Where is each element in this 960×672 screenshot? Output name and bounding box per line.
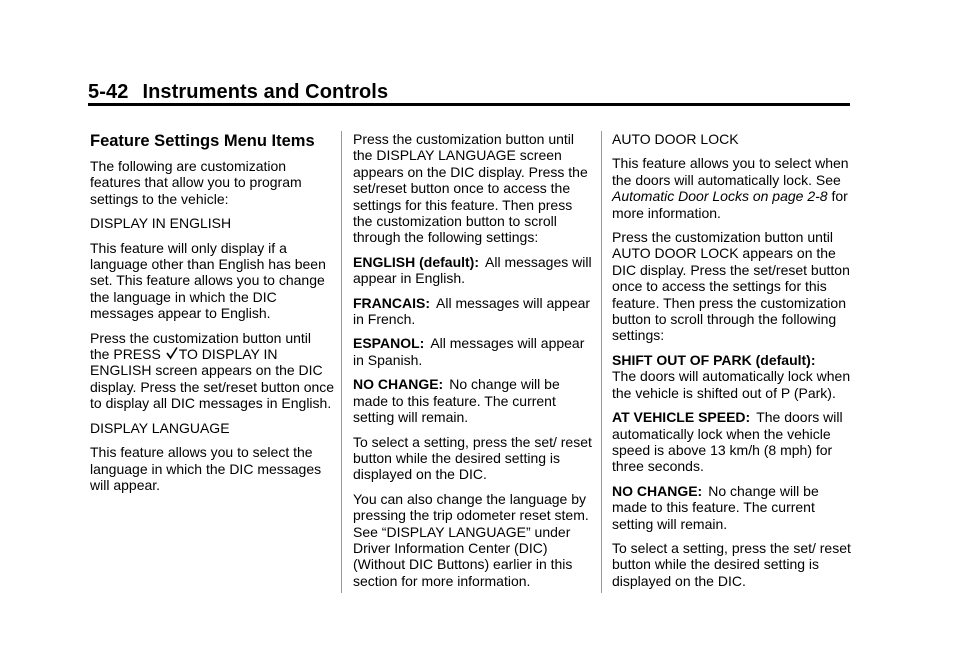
- press-rest: TO DISPLAY IN: [178, 346, 278, 363]
- page-number: 5-42: [88, 81, 129, 103]
- display-language-heading: DISPLAY LANGUAGE: [90, 419, 230, 436]
- chapter-title: Instruments and Controls: [142, 81, 389, 103]
- option-english: [353, 254, 593, 287]
- option-term: NO CHANGE:: [353, 376, 444, 393]
- option-desc: The doors will automatically lock when the vehicle is shifted out of P (Park).: [612, 368, 851, 401]
- column-2: [353, 131, 593, 597]
- option-term: SHIFT OUT OF PARK (default):: [612, 351, 816, 368]
- column-1: [90, 131, 336, 501]
- option-no-change: [353, 376, 593, 425]
- display-english-paragraph: This feature will only display if a language other than English has been set. This feature allows you to change the language in which the DIC messages appear to English.: [90, 239, 326, 322]
- column-divider-1: [341, 131, 342, 593]
- section-title: Feature Settings Menu Items: [90, 132, 315, 150]
- check-icon: [166, 346, 178, 360]
- option-term: AT VEHICLE SPEED:: [612, 409, 751, 426]
- auto-door-lock-heading: AUTO DOOR LOCK: [612, 131, 739, 147]
- instructions-press-line: [90, 346, 278, 362]
- intro-paragraph: The following are customization features that allow you to program settings to the vehicle:: [90, 158, 302, 207]
- press-label: the PRESS: [90, 346, 161, 363]
- option-term: FRANCAIS:: [353, 294, 430, 311]
- text: This feature allows you to select when the doors will automatically lock. See: [612, 155, 849, 188]
- select-setting-paragraph: To select a setting, press the set/ reset button while the desired setting is displayed on the DIC.: [353, 433, 592, 483]
- option-francais: [353, 295, 593, 328]
- column-divider-2: [601, 131, 602, 593]
- display-language-paragraph: This feature allows you to select the language in which the DIC messages will appear.: [90, 444, 322, 493]
- option-desc: The doors will automatically lock when the vehicle speed is above 13 km/h (8 mph) for three seconds.: [612, 409, 843, 475]
- option-shift-out-of-park: [612, 352, 854, 401]
- text: for more information.: [612, 188, 848, 221]
- cross-reference: Automatic Door Locks on page 2-8: [612, 188, 828, 205]
- display-english-heading: DISPLAY IN ENGLISH: [90, 215, 232, 232]
- option-espanol: [353, 335, 593, 368]
- instructions-line-1: Press the customization button until: [90, 329, 312, 346]
- option-no-change: [612, 483, 854, 532]
- option-desc: No change will be made to this feature. The current setting will remain.: [612, 482, 819, 532]
- option-term: ENGLISH (default):: [353, 253, 479, 270]
- option-desc: All messages will appear in English.: [353, 253, 592, 287]
- language-instructions: Press the customization button until the DISPLAY LANGUAGE screen appears on the DIC display. Press the set/reset button once to access the settings for this feature. Then press the customization button to scroll through the following settings:: [353, 131, 588, 246]
- header-rule: [88, 103, 850, 106]
- instructions-tail: ENGLISH screen appears on the DIC display. Press the set/reset button once to display all DIC messages in English.: [90, 362, 335, 412]
- option-term: ESPANOL:: [353, 335, 425, 352]
- header-text: [88, 80, 850, 104]
- option-term: NO CHANGE:: [612, 482, 703, 499]
- display-english-instructions: [90, 330, 336, 412]
- option-at-vehicle-speed: [612, 409, 854, 475]
- option-desc: All messages will appear in French.: [353, 294, 591, 328]
- odometer-paragraph: You can also change the language by pressing the trip odometer reset stem. See “DISPLAY LANGUAGE” under Driver Information Center (DIC) (Without DIC Buttons) earlier in this section for more information.: [353, 490, 589, 589]
- option-desc: All messages will appear in Spanish.: [353, 335, 585, 368]
- auto-door-lock-paragraph: [612, 155, 854, 221]
- page-header: [88, 80, 850, 104]
- auto-door-lock-instructions: Press the customization button until AUTO DOOR LOCK appears on the DIC display. Press the set/reset button once to access the settings for this feature. Then press the customization button to scroll through the following settings:: [612, 229, 850, 344]
- select-setting-paragraph: To select a setting, press the set/ reset button while the desired setting is displayed on the DIC.: [612, 539, 851, 589]
- option-desc: No change will be made to this feature. The current setting will remain.: [353, 376, 560, 426]
- column-3: [612, 131, 854, 597]
